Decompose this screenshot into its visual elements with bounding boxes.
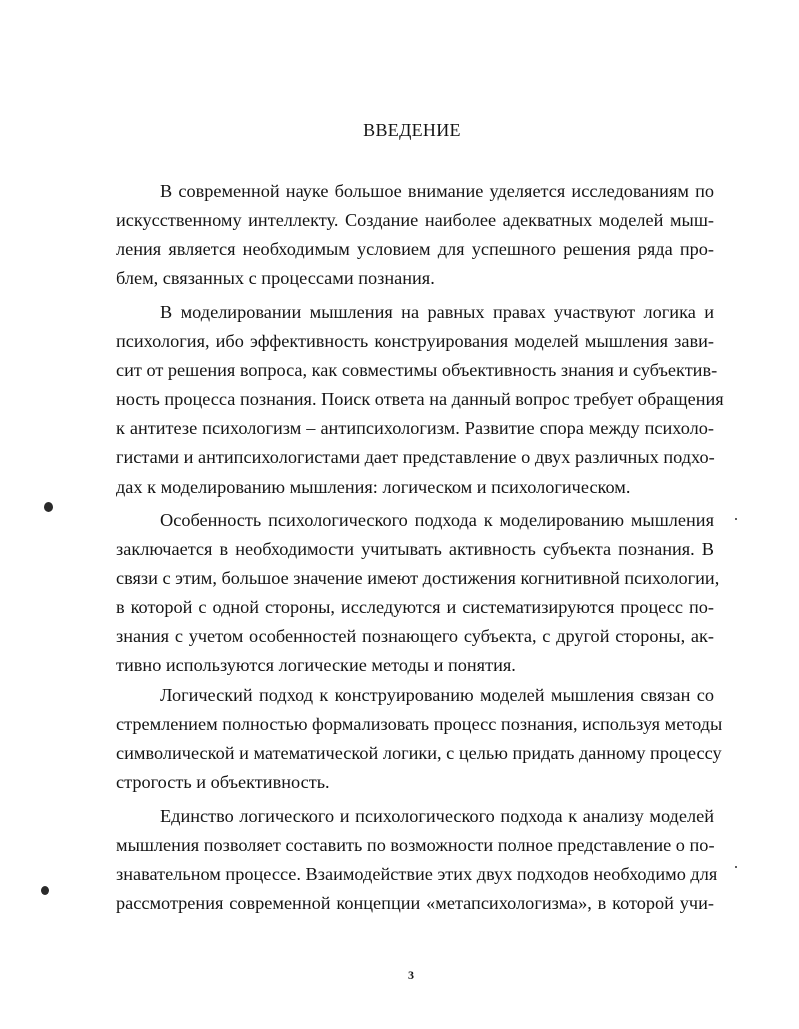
text-line: в которой с одной стороны, исследуются и систематизируются процесс по- [116, 597, 714, 617]
page-title: ВВЕДЕНИЕ [363, 120, 461, 140]
text-line: В моделировании мышления на равных правах участвуют логика и [160, 302, 714, 322]
text-line: мышления позволяет составить по возможности полное представление о по- [116, 835, 715, 855]
text-line: тивно используются логические методы и понятия. [116, 655, 516, 675]
text-line: Логический подход к конструированию моделей мышления связан со [160, 685, 714, 705]
text-line: знавательном процессе. Взаимодействие этих двух подходов необходимо для [116, 864, 718, 884]
text-line: знания с учетом особенностей познающего субъекта, с другой стороны, ак- [116, 626, 714, 646]
text-line: стремлением полностью формализовать процесс познания, используя методы [116, 714, 723, 734]
text-line: символической и математической логики, с целью придать данному процессу [116, 743, 722, 763]
text-line: гистами и антипсихологистами дает представление о двух различных подхо- [116, 447, 715, 467]
text-line: ления является необходимым условием для успешного решения ряда про- [116, 239, 714, 259]
text-line: рассмотрения современной концепции «метапсихологизма», в которой учи- [116, 893, 714, 913]
text-line: дах к моделированию мышления: логическом и психологическом. [116, 477, 631, 497]
text-line: психология, ибо эффективность конструирования моделей мышления зави- [116, 331, 714, 351]
text-line: сит от решения вопроса, как совместимы объективность знания и субъектив- [116, 360, 718, 380]
text-line: заключается в необходимости учитывать активность субъекта познания. В [116, 539, 714, 559]
text-line: Единство логического и психологического подхода к анализу моделей [160, 806, 714, 826]
page-number: 3 [408, 968, 414, 982]
text-line: строгость и объективность. [116, 772, 330, 792]
scan-speck [735, 518, 737, 520]
scan-speck [735, 866, 737, 868]
text-line: связи с этим, большое значение имеют достижения когнитивной психологии, [116, 568, 720, 588]
text-line: блем, связанных с процессами познания. [116, 268, 435, 288]
scan-speck [44, 502, 53, 512]
text-line: Особенность психологического подхода к моделированию мышления [160, 510, 714, 530]
text-line: ность процесса познания. Поиск ответа на данный вопрос требует обращения [116, 389, 724, 409]
text-line: В современной науке большое внимание уделяется исследованиям по [160, 181, 714, 201]
text-line: к антитезе психологизм – антипсихологизм. Развитие спора между психоло- [116, 418, 714, 438]
text-line: искусственному интеллекту. Создание наиболее адекватных моделей мыш- [116, 210, 714, 230]
scan-speck [41, 886, 49, 895]
